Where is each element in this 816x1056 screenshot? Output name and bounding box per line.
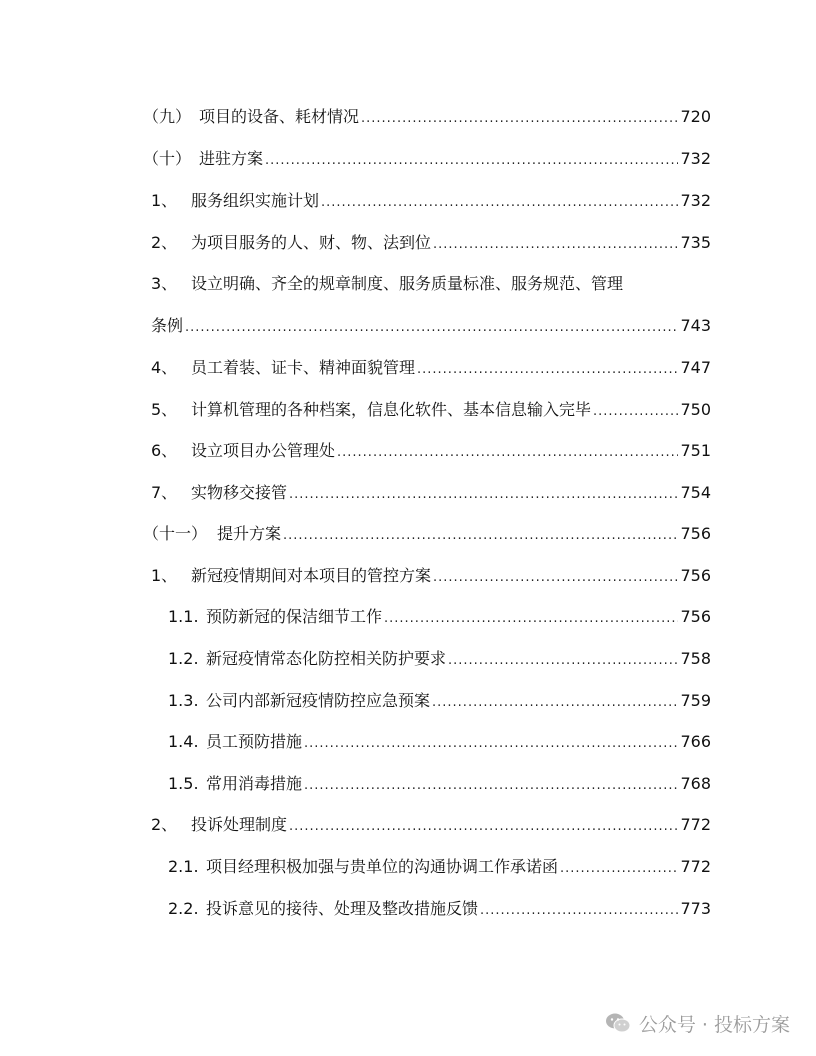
toc-title: 员工着装、证卡、精神面貌管理 bbox=[191, 358, 416, 377]
toc-page: 766 bbox=[680, 732, 711, 751]
toc-page: 743 bbox=[680, 316, 711, 335]
dot-leader bbox=[289, 817, 678, 837]
toc-entry[interactable] bbox=[151, 564, 711, 588]
toc-number: 7、 bbox=[151, 483, 178, 502]
toc-page: 756 bbox=[680, 566, 711, 585]
toc-entry[interactable] bbox=[151, 189, 711, 213]
toc-title: 计算机管理的各种档案，信息化软件、基本信息输入完毕 bbox=[191, 400, 592, 419]
toc-entry[interactable] bbox=[151, 398, 711, 422]
dot-leader bbox=[480, 901, 678, 921]
toc-page: 732 bbox=[680, 149, 711, 168]
toc-number: 6、 bbox=[151, 441, 178, 460]
toc-title: 为项目服务的人、财、物、法到位 bbox=[191, 233, 432, 252]
toc-page: 750 bbox=[680, 400, 711, 419]
toc-title: 服务组织实施计划 bbox=[191, 191, 320, 210]
dot-leader bbox=[321, 193, 678, 213]
toc-page: 772 bbox=[680, 857, 711, 876]
toc-page: 756 bbox=[680, 524, 711, 543]
wechat-icon bbox=[605, 1012, 631, 1034]
toc-title: 项目经理积极加强与贵单位的沟通协调工作承诺函 bbox=[206, 857, 559, 876]
toc-title: 进驻方案 bbox=[199, 149, 264, 168]
dot-leader bbox=[384, 609, 678, 629]
toc-number: 2、 bbox=[151, 815, 178, 834]
dot-leader bbox=[185, 318, 678, 338]
toc-page: 754 bbox=[680, 483, 711, 502]
toc-title: 常用消毒措施 bbox=[206, 774, 303, 793]
toc-number: 1.3. bbox=[168, 691, 199, 710]
toc-title-continuation: 条例 bbox=[151, 316, 184, 335]
toc-entry[interactable] bbox=[151, 481, 711, 505]
toc-entry[interactable] bbox=[151, 813, 711, 837]
watermark bbox=[605, 1009, 790, 1037]
toc-entry-wrapped[interactable] bbox=[151, 272, 711, 296]
toc-entry[interactable] bbox=[151, 356, 711, 380]
dot-leader bbox=[265, 151, 678, 171]
dot-leader bbox=[433, 235, 678, 255]
dot-leader bbox=[560, 859, 678, 879]
toc-page: 751 bbox=[680, 441, 711, 460]
toc-number: 5、 bbox=[151, 400, 178, 419]
toc-number: 1.5. bbox=[168, 774, 199, 793]
toc-entry[interactable] bbox=[168, 897, 711, 921]
toc-title: 实物移交接管 bbox=[191, 483, 288, 502]
toc-number: 2.1. bbox=[168, 857, 199, 876]
toc-title: 新冠疫情期间对本项目的管控方案 bbox=[191, 566, 432, 585]
toc-entry[interactable] bbox=[168, 730, 711, 754]
toc-entry[interactable] bbox=[168, 855, 711, 879]
toc-number: 1.4. bbox=[168, 732, 199, 751]
toc-entry[interactable] bbox=[168, 689, 711, 713]
dot-leader bbox=[432, 693, 678, 713]
toc-entry[interactable] bbox=[151, 439, 711, 463]
toc-page: 759 bbox=[680, 691, 711, 710]
dot-leader bbox=[304, 734, 678, 754]
toc-number: 1.1. bbox=[168, 607, 199, 626]
toc-title: 公司内部新冠疫情防控应急预案 bbox=[206, 691, 431, 710]
toc-title: 设立明确、齐全的规章制度、服务质量标准、服务规范、管理 bbox=[191, 274, 624, 293]
toc-number: （十一） bbox=[143, 524, 208, 543]
dot-leader bbox=[289, 485, 678, 505]
toc-number: 3、 bbox=[151, 274, 178, 293]
toc-number: 2、 bbox=[151, 233, 178, 252]
toc-entry-continuation[interactable] bbox=[151, 314, 711, 338]
toc-page: 758 bbox=[680, 649, 711, 668]
toc-entry[interactable] bbox=[143, 522, 711, 546]
toc-number: 4、 bbox=[151, 358, 178, 377]
dot-leader bbox=[283, 526, 678, 546]
toc-title: 新冠疫情常态化防控相关防护要求 bbox=[206, 649, 447, 668]
toc-entry[interactable] bbox=[143, 105, 711, 129]
toc-entry[interactable] bbox=[168, 772, 711, 796]
toc-title: 预防新冠的保洁细节工作 bbox=[206, 607, 383, 626]
toc-title: 项目的设备、耗材情况 bbox=[199, 107, 360, 126]
dot-leader bbox=[593, 402, 678, 422]
toc-title: 提升方案 bbox=[217, 524, 282, 543]
toc-page: 735 bbox=[680, 233, 711, 252]
toc-page: 720 bbox=[680, 107, 711, 126]
dot-leader bbox=[361, 109, 678, 129]
toc-title: 投诉处理制度 bbox=[191, 815, 288, 834]
toc-page: 732 bbox=[680, 191, 711, 210]
dot-leader bbox=[304, 776, 678, 796]
toc-number: （十） bbox=[143, 149, 192, 168]
toc-number: 1、 bbox=[151, 191, 178, 210]
toc-number: 1.2. bbox=[168, 649, 199, 668]
toc-page: 747 bbox=[680, 358, 711, 377]
toc-entry[interactable] bbox=[168, 647, 711, 671]
dot-leader bbox=[417, 360, 678, 380]
toc-number: （九） bbox=[143, 107, 192, 126]
dot-leader bbox=[337, 443, 678, 463]
toc-title: 员工预防措施 bbox=[206, 732, 303, 751]
toc-number: 1、 bbox=[151, 566, 178, 585]
toc-number: 2.2. bbox=[168, 899, 199, 918]
dot-leader bbox=[433, 568, 678, 588]
toc-title: 设立项目办公管理处 bbox=[191, 441, 336, 460]
toc-title: 投诉意见的接待、处理及整改措施反馈 bbox=[206, 899, 479, 918]
toc-entry[interactable] bbox=[143, 147, 711, 171]
watermark-text: 公众号 · 投标方案 bbox=[638, 1013, 790, 1036]
dot-leader bbox=[448, 651, 678, 671]
toc-page: 756 bbox=[680, 607, 711, 626]
toc-entry[interactable] bbox=[151, 231, 711, 255]
toc-page: 768 bbox=[680, 774, 711, 793]
toc-page: 773 bbox=[680, 899, 711, 918]
toc-page: 772 bbox=[680, 815, 711, 834]
toc-entry[interactable] bbox=[168, 605, 711, 629]
